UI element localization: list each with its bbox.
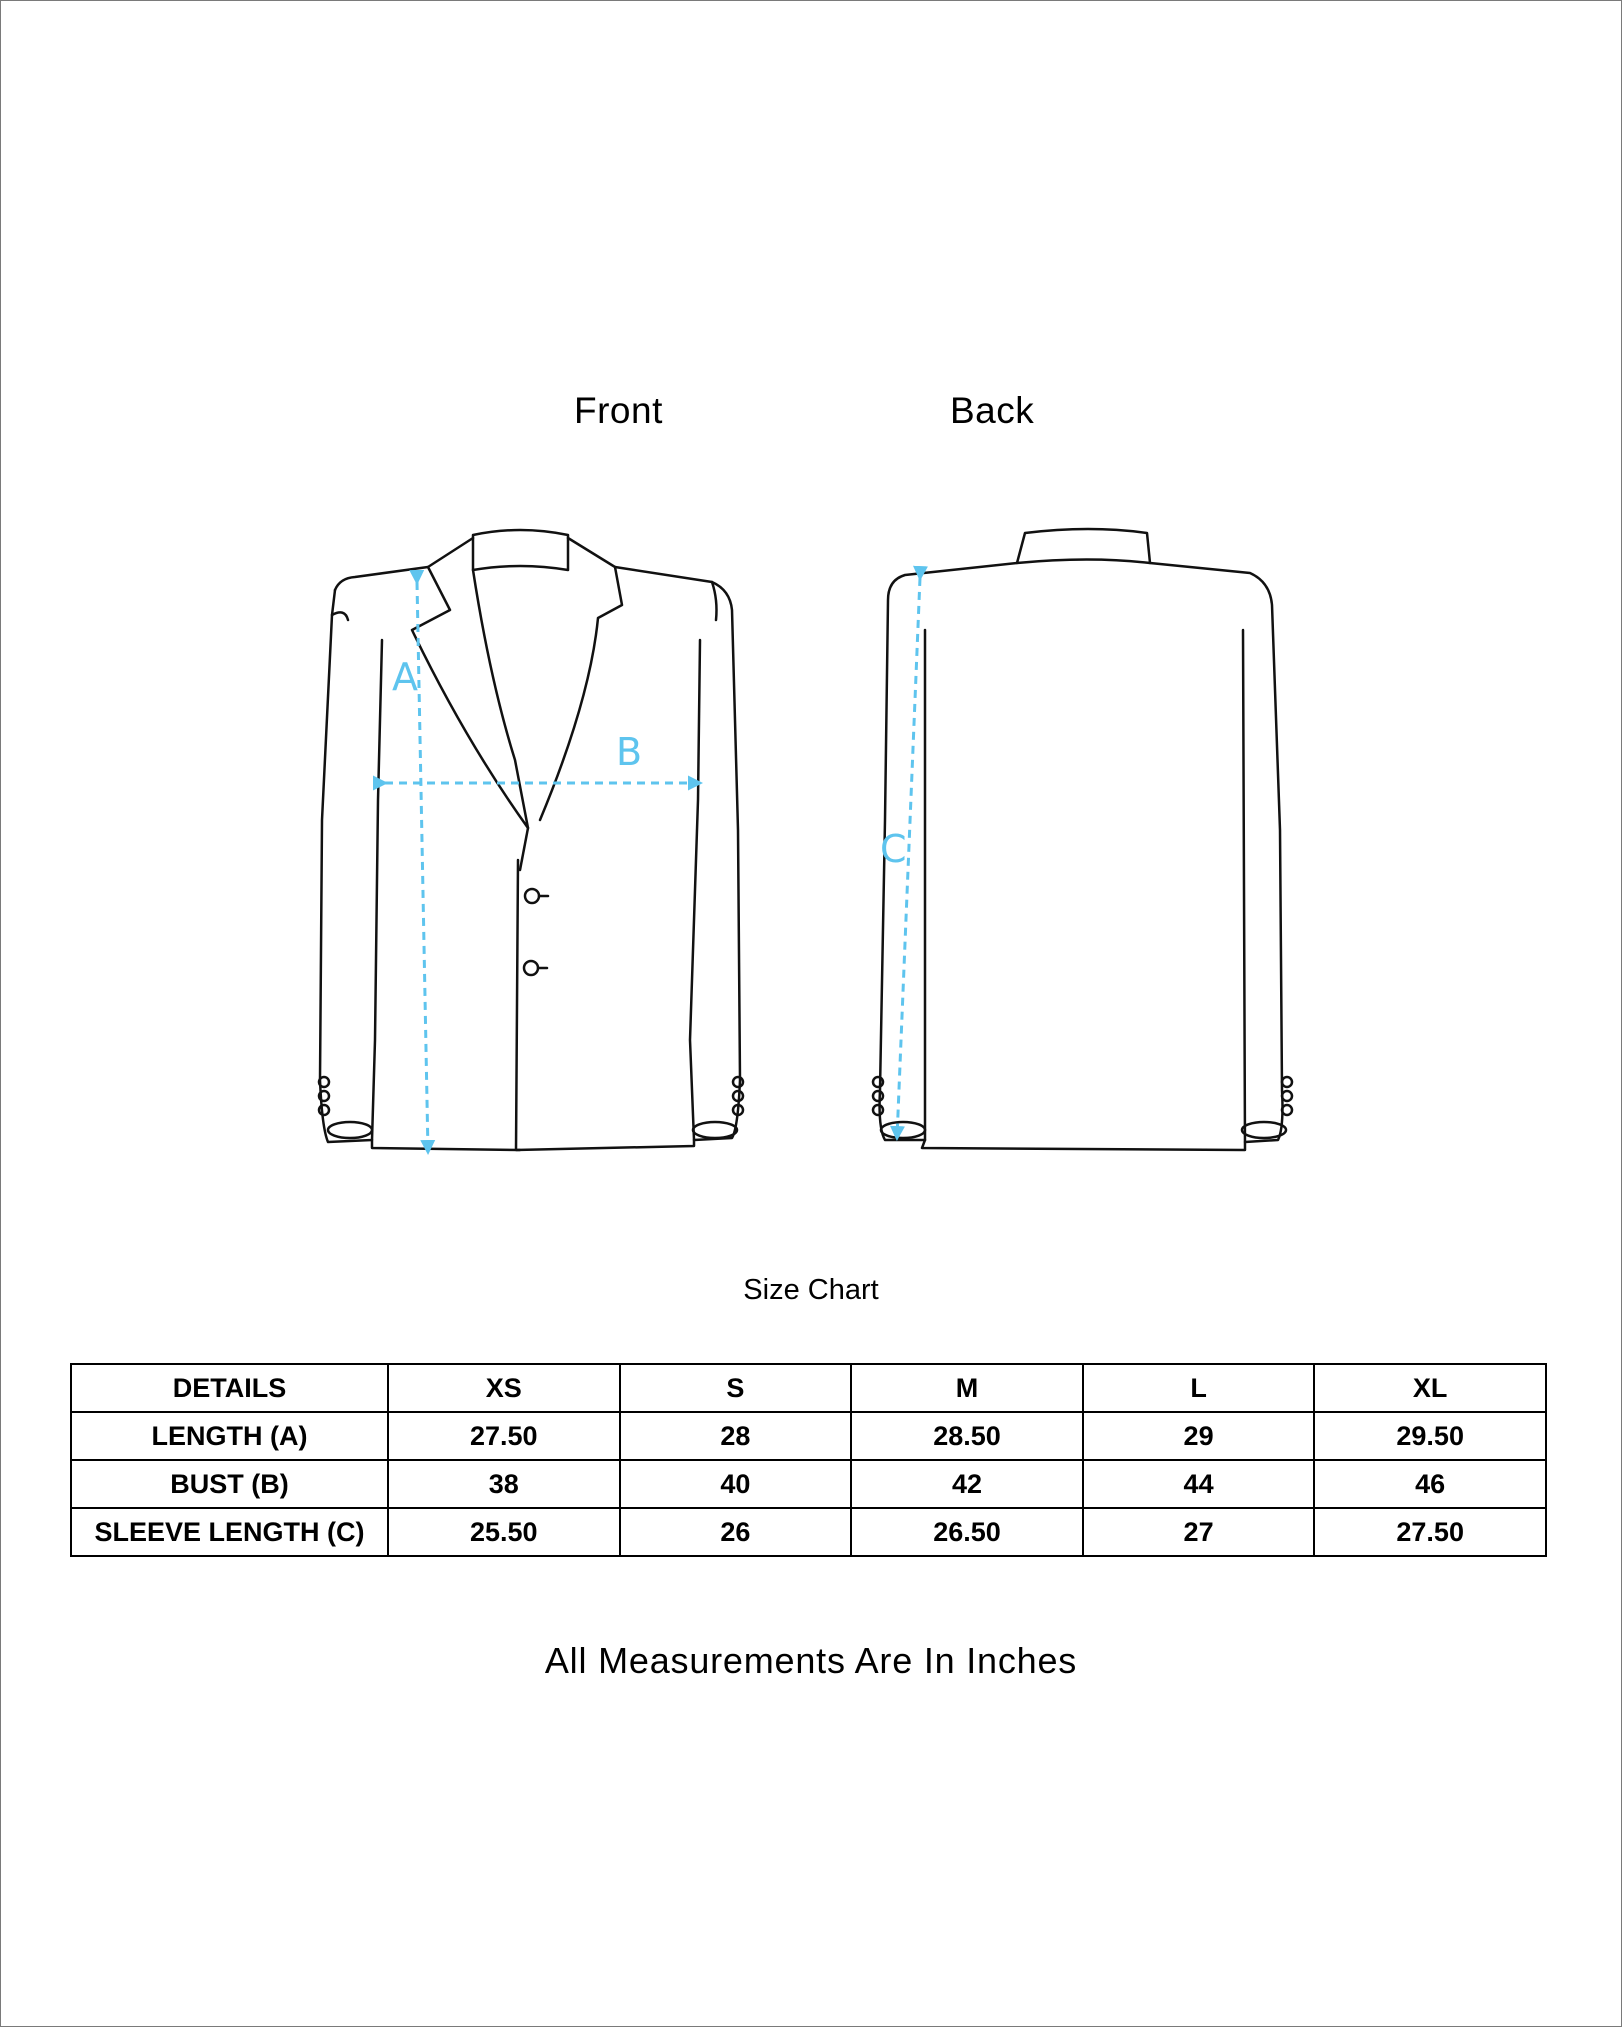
table-cell: 27.50: [388, 1412, 620, 1460]
marker-c: C: [880, 827, 907, 871]
table-cell: 26.50: [851, 1508, 1083, 1556]
jacket-diagram: [300, 520, 1340, 1170]
table-cell: 38: [388, 1460, 620, 1508]
header-cell: M: [851, 1364, 1083, 1412]
front-view-label: Front: [574, 390, 663, 431]
row-label: SLEEVE LENGTH (C): [71, 1508, 388, 1556]
table-cell: 42: [851, 1460, 1083, 1508]
marker-a: A: [392, 655, 418, 699]
size-chart-title: Size Chart: [743, 1274, 879, 1306]
table-cell: 46: [1314, 1460, 1546, 1508]
header-cell: DETAILS: [71, 1364, 388, 1412]
marker-b: B: [616, 730, 643, 774]
table-cell: 25.50: [388, 1508, 620, 1556]
table-row: [71, 1460, 1546, 1508]
table-row: [71, 1508, 1546, 1556]
table-cell: 44: [1083, 1460, 1315, 1508]
back-view-label: Back: [950, 390, 1035, 431]
header-cell: S: [620, 1364, 852, 1412]
table-cell: 29: [1083, 1412, 1315, 1460]
table-cell: 27: [1083, 1508, 1315, 1556]
table-row: [71, 1412, 1546, 1460]
row-label: LENGTH (A): [71, 1412, 388, 1460]
table-cell: 28: [620, 1412, 852, 1460]
size-chart-table: [70, 1363, 1547, 1557]
table-header-row: [71, 1364, 1546, 1412]
table-cell: 29.50: [1314, 1412, 1546, 1460]
units-note: All Measurements Are In Inches: [544, 1640, 1078, 1681]
table-cell: 28.50: [851, 1412, 1083, 1460]
header-cell: L: [1083, 1364, 1315, 1412]
table-cell: 27.50: [1314, 1508, 1546, 1556]
row-label: BUST (B): [71, 1460, 388, 1508]
table-cell: 40: [620, 1460, 852, 1508]
front-jacket-outline: [319, 530, 743, 1150]
header-cell: XS: [388, 1364, 620, 1412]
header-cell: XL: [1314, 1364, 1546, 1412]
back-jacket-outline: [873, 529, 1292, 1150]
table-cell: 26: [620, 1508, 852, 1556]
length-measure-line: [417, 582, 428, 1152]
